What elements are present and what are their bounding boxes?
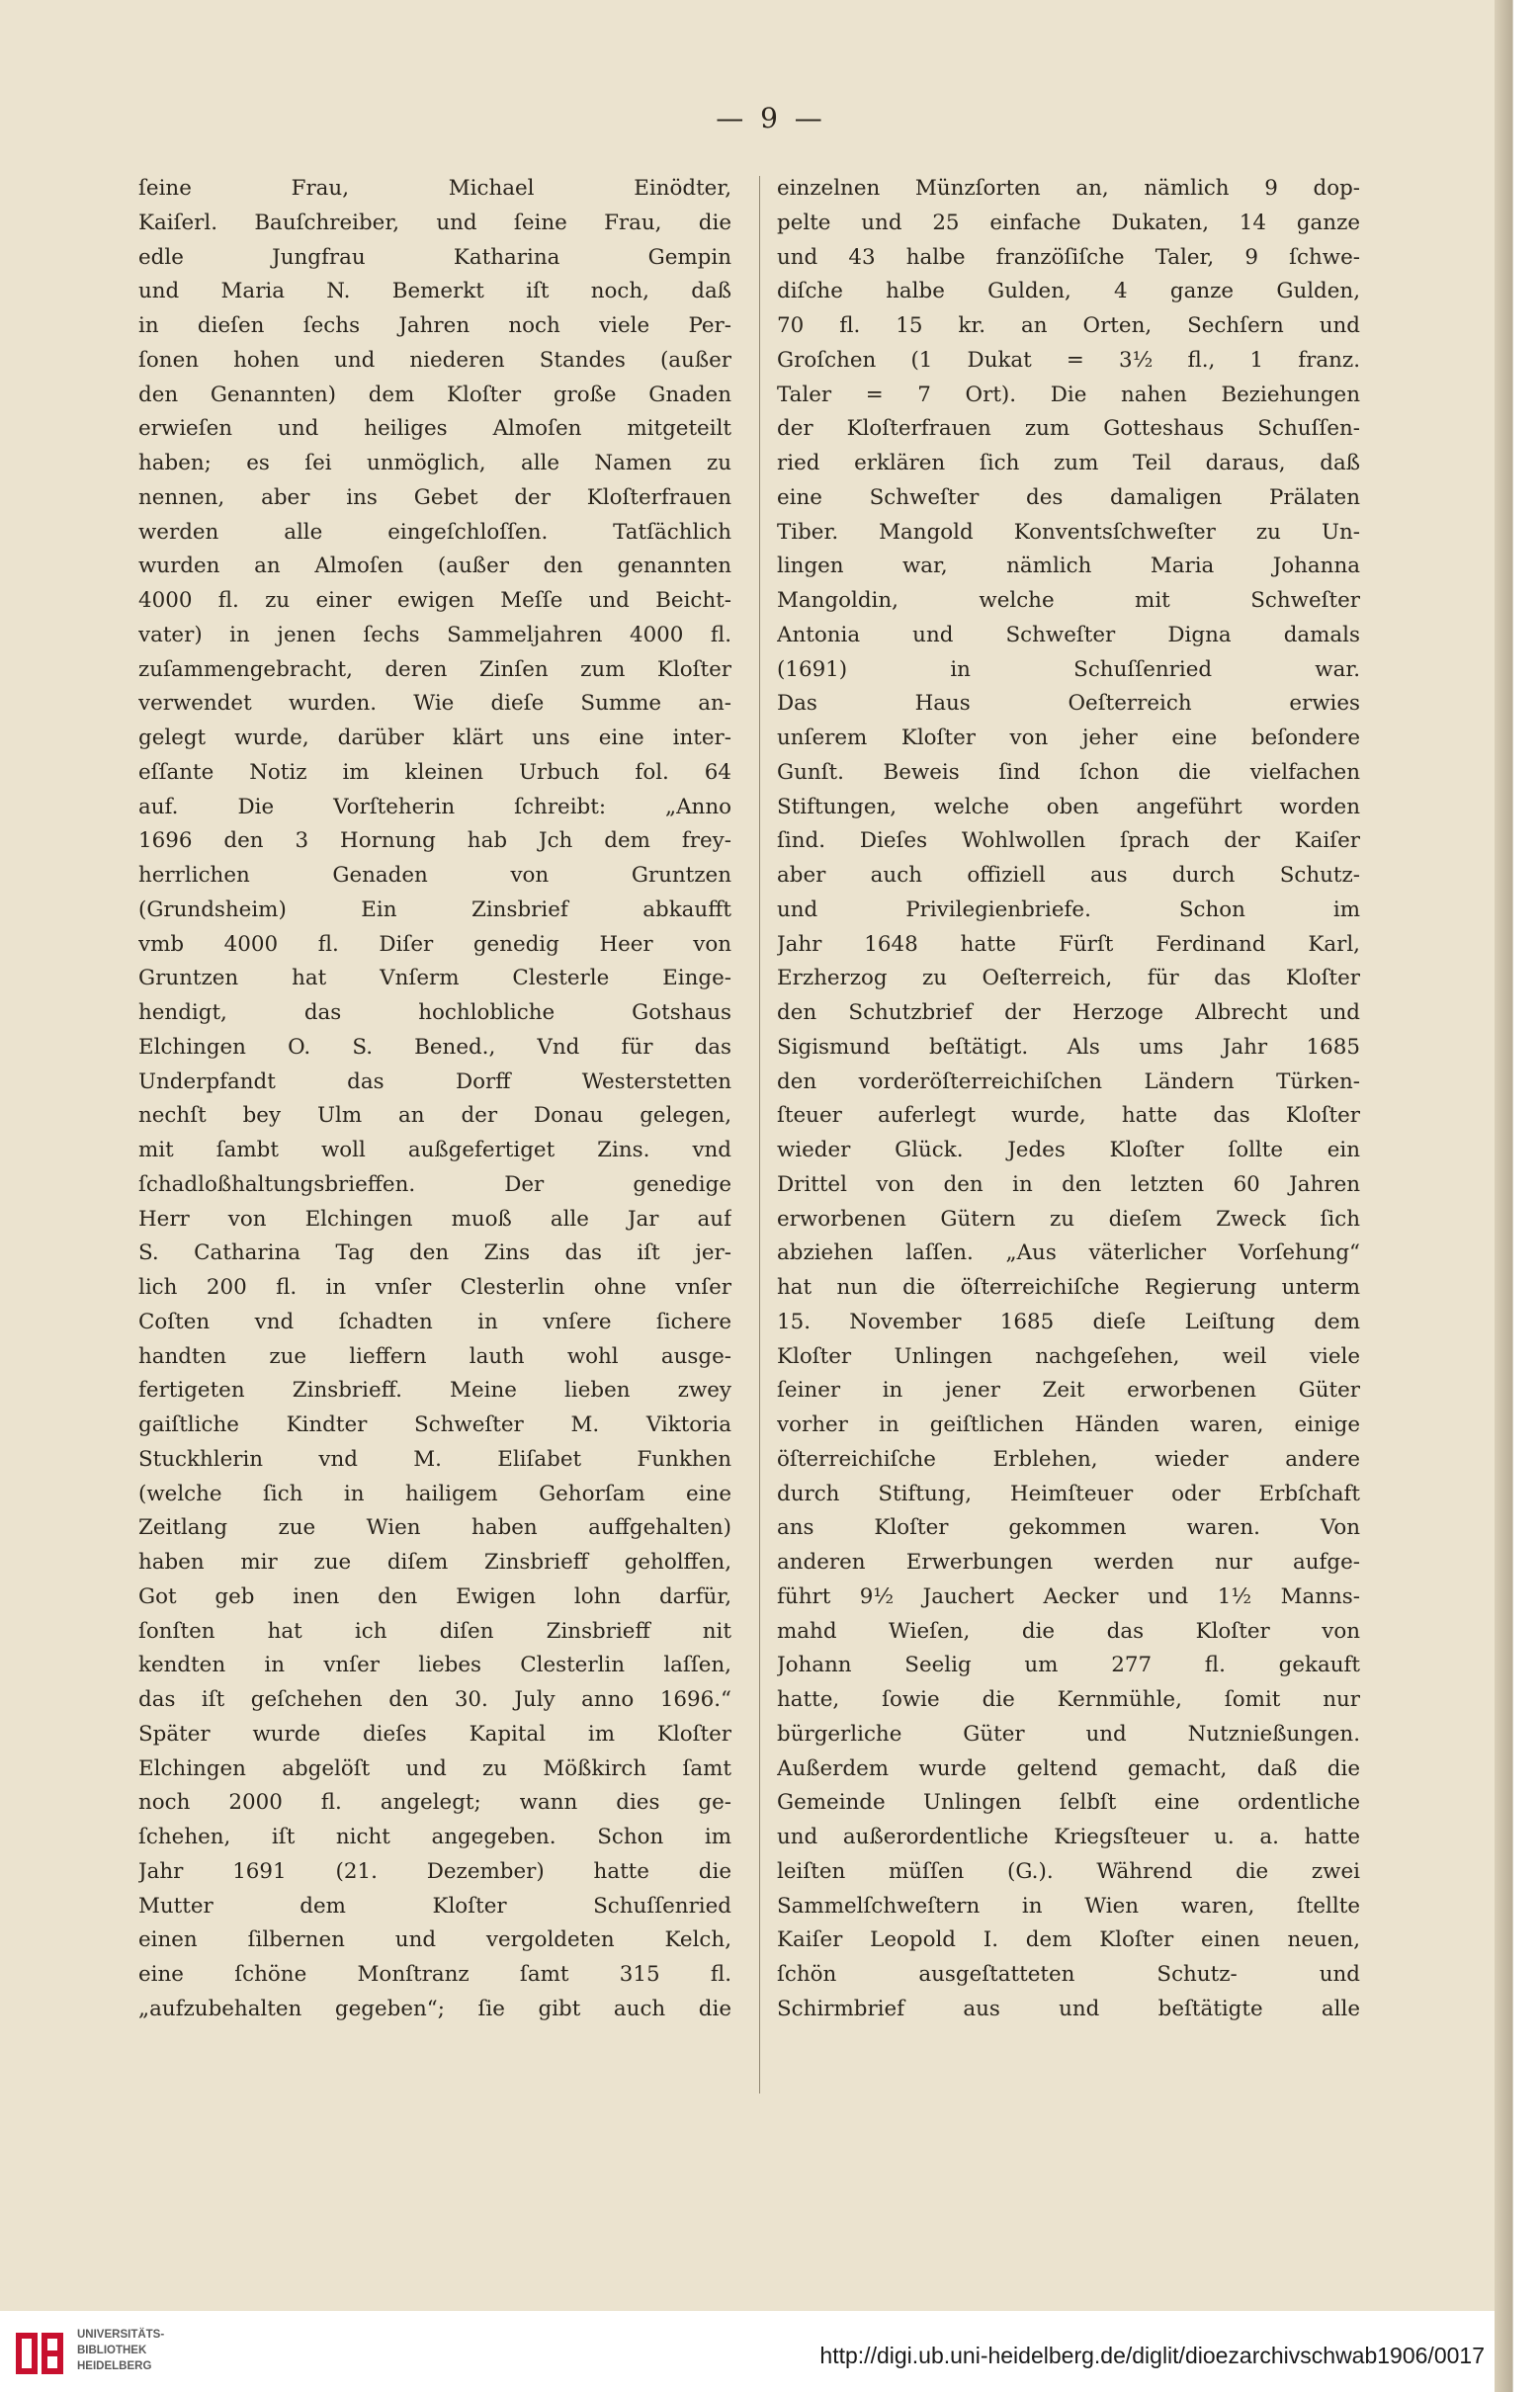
footer-bar [0, 2311, 1495, 2392]
text-line: hat nun die öſterreichiſche Regierung unterm [777, 1275, 1360, 1300]
text-line: Elchingen O. S. Bened., Vnd für das [138, 1034, 731, 1060]
source-url-link[interactable]: http://digi.ub.uni-heidelberg.de/diglit/dioezarchivschwab1906/0017 [819, 2343, 1485, 2368]
text-line: und 43 halbe franzöſiſche Taler, 9 ſchwe- [777, 244, 1360, 270]
text-line: verwendet wurden. Wie dieſe Summe an- [138, 691, 731, 717]
text-line: aber auch offiziell aus durch Schutz- [777, 863, 1360, 888]
text-line: ſeiner in jener Zeit erworbenen Güter [777, 1378, 1360, 1404]
text-line: (welche ſich in hailigem Gehorſam eine [138, 1481, 731, 1506]
text-line: Jahr 1691 (21. Dezember) hatte die [138, 1858, 731, 1884]
text-line: und Maria N. Bemerkt iſt noch, daß [138, 279, 731, 304]
text-line: und außerordentliche Kriegsſteuer u. a. hatte [777, 1825, 1360, 1849]
text-line: ſchön ausgeſtatteten Schutz- und [777, 1962, 1360, 1987]
university-library-logo-icon [12, 2329, 71, 2378]
text-line: edle Jungfrau Katharina Gempin [138, 244, 731, 270]
text-line: den vorderöſterreichiſchen Ländern Türken- [777, 1068, 1360, 1094]
text-line: vater) in jenen ſechs Sammeljahren 4000 fl. [138, 622, 731, 647]
library-name [77, 2327, 215, 2374]
text-line: Außerdem wurde geltend gemacht, daß die [777, 1755, 1360, 1781]
text-line: leiſten müſſen (G.). Während die zwei [777, 1858, 1360, 1884]
text-line: Stiftungen, welche oben angeführt worden [777, 794, 1360, 819]
text-line: erworbenen Gütern zu dieſem Zweck ſich [777, 1206, 1360, 1232]
text-line: bürgerliche Güter und Nutznießungen. [777, 1721, 1360, 1747]
left-text-column [138, 172, 731, 2027]
text-line: (Grundsheim) Ein Zinsbrief abkaufft [138, 897, 731, 922]
text-line: haben; es ſei unmöglich, alle Namen zu [138, 451, 731, 475]
text-line: Kloſter Unlingen nachgeſehen, weil viele [777, 1343, 1360, 1369]
text-line: mahd Wieſen, die das Kloſter von [777, 1618, 1360, 1644]
book-spine-edge [1495, 0, 1540, 2392]
text-line: Stuckhlerin vnd M. Eliſabet Funkhen [138, 1446, 731, 1472]
text-line: fertigeten Zinsbrieff. Meine lieben zwey [138, 1378, 731, 1404]
text-line: Antonia und Schweſter Digna damals [777, 622, 1360, 647]
text-line: Mutter dem Kloſter Schuſſenried [138, 1893, 731, 1919]
text-line: Coſten vnd ſchadten in vnſere ſichere [138, 1309, 731, 1334]
text-line: ried erklären ſich zum Teil daraus, daß [777, 451, 1360, 475]
text-line: Jahr 1648 hatte Fürſt Ferdinand Karl, [777, 931, 1360, 957]
text-line: abziehen laſſen. „Aus väterlicher Vorſehung“ [777, 1240, 1360, 1266]
text-line: vmb 4000 fl. Diſer genedig Heer von [138, 931, 731, 957]
text-line: (1691) in Schuſſenried war. [777, 656, 1360, 682]
text-line: erwieſen und heiliges Almoſen mitgeteilt [138, 416, 731, 442]
text-line: ſonen hohen und niederen Standes (außer [138, 347, 731, 373]
text-line: 4000 fl. zu einer ewigen Meſſe und Beicht- [138, 588, 731, 613]
text-line: Groſchen (1 Dukat = 3½ fl., 1 franz. [777, 347, 1360, 373]
text-line: „aufzubehalten gegeben“; ſie gibt auch die [138, 1996, 731, 2021]
text-line: werden alle eingeſchloſſen. Tatſächlich [138, 519, 731, 545]
text-line: den Genannten) dem Kloſter große Gnaden [138, 382, 731, 407]
text-line: lich 200 fl. in vnſer Clesterlin ohne vnſer [138, 1275, 731, 1300]
text-line: Mangoldin, welche mit Schweſter [777, 588, 1360, 613]
text-line: Später wurde dieſes Kapital im Kloſter [138, 1721, 731, 1747]
text-line: Erzherzog zu Oeſterreich, für das Kloſter [777, 966, 1360, 991]
text-line: Underpfandt das Dorff Westerstetten [138, 1068, 731, 1094]
text-line: gelegt wurde, darüber klärt uns eine inter- [138, 726, 731, 750]
text-line: Taler = 7 Ort). Die nahen Beziehungen [777, 382, 1360, 407]
text-line: lingen war, nämlich Maria Johanna [777, 554, 1360, 579]
text-line: vorher in geiſtlichen Händen waren, einige [777, 1412, 1360, 1437]
text-line: 15. November 1685 dieſe Leiſtung dem [777, 1309, 1360, 1334]
text-line: führt 9½ Jauchert Aecker und 1½ Manns- [777, 1583, 1360, 1609]
text-line: einzelnen Münzſorten an, nämlich 9 dop- [777, 176, 1360, 201]
text-line: 1696 den 3 Hornung hab Jch dem frey- [138, 828, 731, 854]
text-line: kendten in vnſer liebes Clesterlin laſſen, [138, 1653, 731, 1678]
text-line: einen ſilbernen und vergoldeten Kelch, [138, 1927, 731, 1953]
text-line: S. Catharina Tag den Zins das iſt jer- [138, 1240, 731, 1266]
text-line: Sigismund beſtätigt. Als ums Jahr 1685 [777, 1034, 1360, 1060]
text-line: Zeitlang zue Wien haben auffgehalten) [138, 1515, 731, 1541]
text-line: pelte und 25 einfache Dukaten, 14 ganze [777, 210, 1360, 235]
text-line: Drittel von den in den letzten 60 Jahren [777, 1171, 1360, 1197]
text-line: eine ſchöne Monſtranz ſamt 315 fl. [138, 1962, 731, 1987]
text-line: Kaiſer Leopold I. dem Kloſter einen neuen, [777, 1927, 1360, 1953]
text-line: eſſante Notiz im kleinen Urbuch fol. 64 [138, 759, 731, 785]
right-text-column [777, 172, 1360, 2027]
text-line: zuſammengebracht, deren Zinſen zum Kloſter [138, 656, 731, 682]
text-line: Gruntzen hat Vnſerm Clesterle Einge- [138, 966, 731, 991]
text-line: 70 fl. 15 kr. an Orten, Sechſern und [777, 313, 1360, 338]
text-line: wurden an Almoſen (außer den genannten [138, 554, 731, 579]
text-line: ſchadloßhaltungsbrieffen. Der genedige [138, 1171, 731, 1197]
text-line: Herr von Elchingen muoß alle Jar auf [138, 1206, 731, 1232]
text-line: Tiber. Mangold Konventsſchweſter zu Un- [777, 519, 1360, 545]
text-line: das iſt geſchehen den 30. July anno 1696.“ [138, 1687, 731, 1712]
text-line: Das Haus Oeſterreich erwies [777, 691, 1360, 717]
text-line: diſche halbe Gulden, 4 ganze Gulden, [777, 279, 1360, 304]
text-line: durch Stiftung, Heimſteuer oder Erbſchaft [777, 1481, 1360, 1506]
text-line: ſchehen, iſt nicht angegeben. Schon im [138, 1825, 731, 1849]
text-line: Sammelſchweſtern in Wien waren, ſtellte [777, 1893, 1360, 1919]
text-line: auf. Die Vorſteherin ſchreibt: „Anno [138, 794, 731, 819]
text-line: unſerem Kloſter von jeher eine beſondere [777, 726, 1360, 750]
text-line: Gemeinde Unlingen ſelbſt eine ordentliche [777, 1790, 1360, 1816]
text-line: nennen, aber ins Gebet der Kloſterfrauen [138, 484, 731, 510]
text-line: ſeine Frau, Michael Einödter, [138, 176, 731, 201]
text-line: hatte, ſowie die Kernmühle, ſomit nur [777, 1687, 1360, 1712]
text-line: noch 2000 fl. angelegt; wann dies ge- [138, 1790, 731, 1816]
text-line: ſonſten hat ich diſen Zinsbrieff nit [138, 1618, 731, 1644]
text-line: Elchingen abgelöſt und zu Mößkirch ſamt [138, 1755, 731, 1781]
text-line: nechſt bey Ulm an der Donau gelegen, [138, 1103, 731, 1129]
text-line: den Schutzbrief der Herzoge Albrecht und [777, 1000, 1360, 1025]
text-line: gaiſtliche Kindter Schweſter M. Viktoria [138, 1412, 731, 1437]
text-line: öſterreichiſche Erblehen, wieder andere [777, 1446, 1360, 1472]
text-line: Got geb inen den Ewigen lohn darfür, [138, 1583, 731, 1609]
text-line: Kaiſerl. Bauſchreiber, und ſeine Frau, die [138, 210, 731, 235]
text-line: handten zue lieffern lauth wohl ausge- [138, 1343, 731, 1369]
text-line: der Kloſterfrauen zum Gotteshaus Schuſſen- [777, 416, 1360, 442]
text-line: ſteuer auferlegt wurde, hatte das Kloſter [777, 1103, 1360, 1129]
text-line: ſind. Dieſes Wohlwollen ſprach der Kaiſer [777, 828, 1360, 854]
column-divider [759, 176, 760, 2093]
text-line: hendigt, das hochlobliche Gotshaus [138, 1000, 731, 1025]
library-name-line: HEIDELBERG [77, 2360, 152, 2372]
text-line: Gunſt. Beweis ſind ſchon die vielfachen [777, 759, 1360, 785]
text-line: Schirmbrief aus und beſtätigte alle [777, 1996, 1360, 2021]
library-name-line: BIBLIOTHEK [77, 2345, 147, 2356]
text-line: wieder Glück. Jedes Kloſter ſollte ein [777, 1138, 1360, 1162]
page-number: — 9 — [716, 102, 826, 134]
text-line: eine Schweſter des damaligen Prälaten [777, 484, 1360, 510]
text-line: in dieſen ſechs Jahren noch viele Per- [138, 313, 731, 338]
text-line: und Privilegienbriefe. Schon im [777, 897, 1360, 922]
text-line: haben mir zue diſem Zinsbrieff geholffen, [138, 1550, 731, 1575]
text-line: herrlichen Genaden von Gruntzen [138, 863, 731, 888]
text-line: anderen Erwerbungen werden nur aufge- [777, 1550, 1360, 1575]
library-name-line: UNIVERSITÄTS- [77, 2329, 165, 2341]
text-line: ans Kloſter gekommen waren. Von [777, 1515, 1360, 1541]
text-line: mit ſambt woll außgefertiget Zins. vnd [138, 1138, 731, 1162]
text-line: Johann Seelig um 277 fl. gekauft [777, 1653, 1360, 1678]
